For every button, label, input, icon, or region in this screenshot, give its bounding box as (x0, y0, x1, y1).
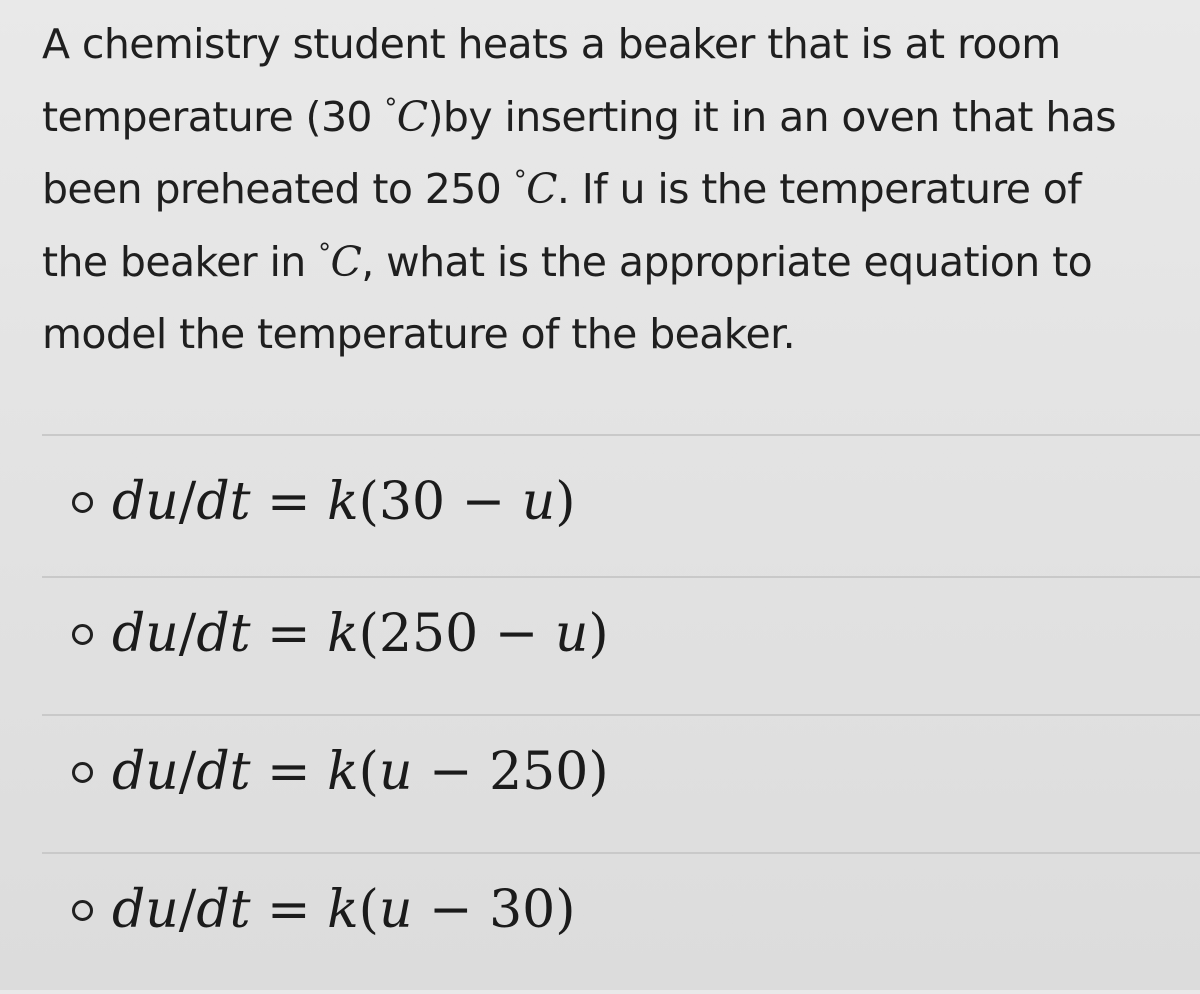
equation-option-2: du/dt = k(250 − u) (112, 604, 609, 664)
equation-option-4: du/dt = k(u − 30) (112, 880, 576, 940)
question-text (42, 8, 1172, 371)
radio-button-option-2[interactable] (72, 624, 93, 645)
question-line-4: the beaker in °C, what is the appropriate equation to (42, 237, 1093, 286)
question-line-2: temperature (30 °C)by inserting it in an oven that has (42, 92, 1116, 141)
radio-button-option-1[interactable] (72, 492, 93, 513)
answer-options (0, 432, 1200, 990)
question-line-3: been preheated to 250 °C. If u is the temperature of (42, 165, 1082, 213)
answer-option-2[interactable] (0, 578, 1200, 718)
answer-option-1[interactable] (0, 436, 1200, 576)
question-line-1: A chemistry student heats a beaker that is at room (42, 20, 1061, 68)
equation-option-1: du/dt = k(30 − u) (112, 472, 576, 532)
equation-option-3: du/dt = k(u − 250) (112, 742, 609, 802)
radio-button-option-3[interactable] (72, 762, 93, 783)
radio-button-option-4[interactable] (72, 900, 93, 921)
answer-option-3[interactable] (0, 716, 1200, 856)
question-line-5: model the temperature of the beaker. (42, 310, 796, 358)
answer-option-4[interactable] (0, 854, 1200, 994)
